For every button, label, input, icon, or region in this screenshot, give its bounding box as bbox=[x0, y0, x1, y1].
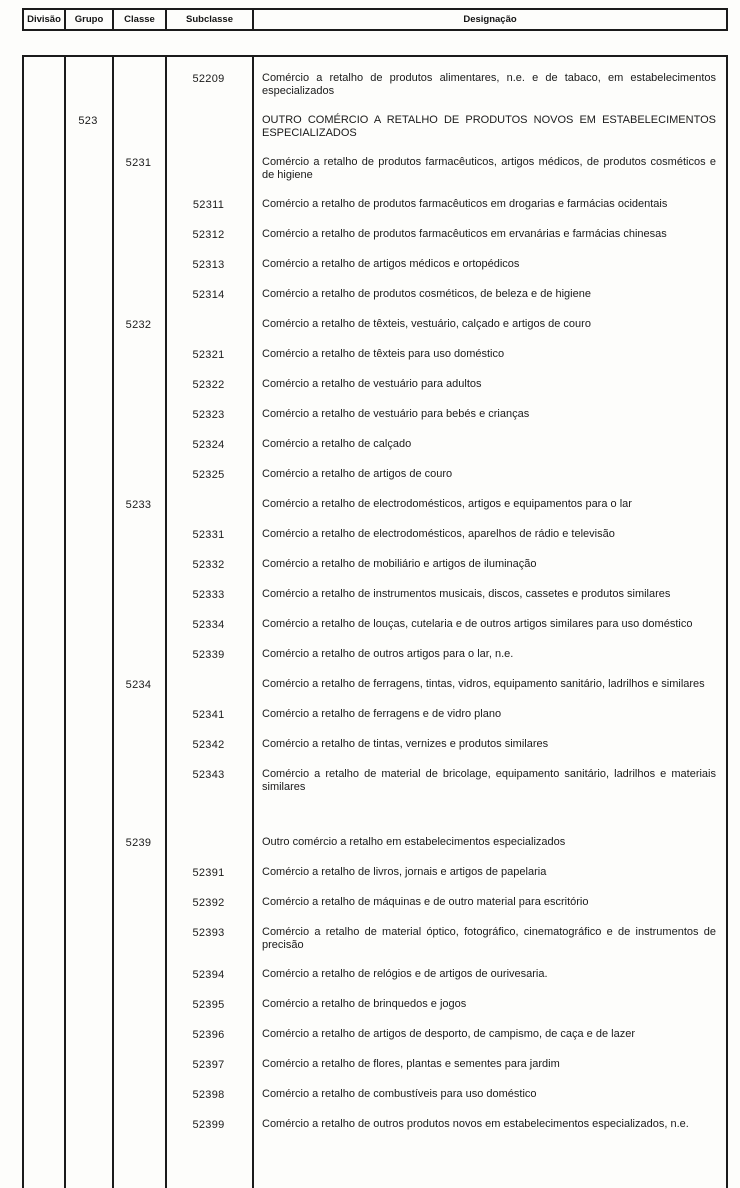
table-row bbox=[22, 730, 728, 760]
subclasse-code-cell: 52322 bbox=[192, 379, 225, 391]
table-row bbox=[22, 990, 728, 1020]
divisao-code-cell bbox=[22, 836, 64, 850]
grupo-code-cell bbox=[64, 318, 112, 332]
classe-code-cell bbox=[112, 528, 165, 542]
grupo-code-cell bbox=[64, 408, 112, 422]
divisao-code-cell bbox=[22, 498, 64, 512]
classe-code-cell bbox=[112, 1118, 165, 1132]
table-row bbox=[22, 828, 728, 858]
classe-code-cell bbox=[112, 72, 165, 98]
subclasse-code-cell bbox=[165, 678, 252, 692]
designacao-cell: Comércio a retalho de artigos de couro bbox=[262, 468, 453, 480]
divisao-code-cell bbox=[22, 968, 64, 982]
subclasse-code-cell: 52339 bbox=[192, 649, 225, 661]
subclasse-code-cell: 52333 bbox=[192, 589, 225, 601]
subclasse-code-cell: 52332 bbox=[192, 559, 225, 571]
designacao-cell: Comércio a retalho de vestuário para bebés e crianças bbox=[262, 408, 530, 420]
grupo-code-cell bbox=[64, 228, 112, 242]
table-row bbox=[22, 106, 728, 148]
table-row bbox=[22, 918, 728, 960]
column-header-row bbox=[23, 9, 727, 30]
classe-code-cell bbox=[112, 258, 165, 272]
classe-code-cell bbox=[112, 1088, 165, 1102]
column-divider bbox=[165, 57, 167, 1188]
designacao-cell: Comércio a retalho de artigos de desporto, de campismo, de caça e de lazer bbox=[262, 1028, 635, 1040]
classe-code-cell bbox=[112, 378, 165, 392]
designacao-cell: Comércio a retalho de flores, plantas e sementes para jardim bbox=[262, 1058, 560, 1070]
col-header-divisao: Divisão bbox=[23, 9, 65, 30]
divisao-code-cell bbox=[22, 708, 64, 722]
designacao-cell: Comércio a retalho de relógios e de artigos de ourivesaria. bbox=[262, 968, 548, 980]
table-row bbox=[22, 280, 728, 310]
subclasse-code-cell: 52341 bbox=[192, 709, 225, 721]
table-row bbox=[22, 520, 728, 550]
designacao-cell: Comércio a retalho de ferragens e de vidro plano bbox=[262, 708, 502, 720]
table-row bbox=[22, 490, 728, 520]
designacao-cell: Comércio a retalho de máquinas e de outro material para escritório bbox=[262, 896, 589, 908]
classe-code-cell bbox=[112, 1058, 165, 1072]
divisao-code-cell bbox=[22, 228, 64, 242]
divisao-code-cell bbox=[22, 558, 64, 572]
classe-code-cell bbox=[112, 618, 165, 632]
divisao-code-cell bbox=[22, 438, 64, 452]
designacao-cell: Comércio a retalho de produtos farmacêuticos em ervanárias e farmácias chinesas bbox=[262, 228, 667, 240]
table-row bbox=[22, 610, 728, 640]
divisao-code-cell bbox=[22, 648, 64, 662]
table-row bbox=[22, 640, 728, 670]
designacao-cell: Comércio a retalho de artigos médicos e ortopédicos bbox=[262, 258, 520, 270]
divisao-code-cell bbox=[22, 1118, 64, 1132]
table-row bbox=[22, 550, 728, 580]
classe-code-cell: 5234 bbox=[125, 679, 152, 691]
grupo-code-cell bbox=[64, 708, 112, 722]
designacao-cell: Comércio a retalho de material óptico, fotográfico, cinematográfico e de instrumentos de precisão bbox=[262, 926, 716, 951]
grupo-code-cell bbox=[64, 998, 112, 1012]
classe-code-cell: 5232 bbox=[125, 319, 152, 331]
divisao-code-cell bbox=[22, 1088, 64, 1102]
designacao-cell: Comércio a retalho de produtos cosméticos, de beleza e de higiene bbox=[262, 288, 591, 300]
divisao-code-cell bbox=[22, 866, 64, 880]
classe-code-cell bbox=[112, 558, 165, 572]
classe-code-cell: 5233 bbox=[125, 499, 152, 511]
classe-code-cell: 5239 bbox=[125, 837, 152, 849]
classe-code-cell bbox=[112, 114, 165, 140]
subclasse-code-cell bbox=[165, 114, 252, 140]
divisao-code-cell bbox=[22, 258, 64, 272]
designacao-cell: Comércio a retalho de produtos farmacêuticos em drogarias e farmácias ocidentais bbox=[262, 198, 668, 210]
col-header-grupo: Grupo bbox=[65, 9, 113, 30]
classe-code-cell bbox=[112, 1028, 165, 1042]
grupo-code-cell bbox=[64, 258, 112, 272]
designacao-cell: Comércio a retalho de electrodomésticos, artigos e equipamentos para o lar bbox=[262, 498, 632, 510]
column-divider bbox=[22, 57, 24, 1188]
subclasse-code-cell: 52313 bbox=[192, 259, 225, 271]
divisao-code-cell bbox=[22, 528, 64, 542]
divisao-code-cell bbox=[22, 318, 64, 332]
divisao-code-cell bbox=[22, 768, 64, 794]
divisao-code-cell bbox=[22, 114, 64, 140]
designacao-cell: Comércio a retalho de livros, jornais e artigos de papelaria bbox=[262, 866, 547, 878]
grupo-code-cell bbox=[64, 498, 112, 512]
divisao-code-cell bbox=[22, 926, 64, 952]
classe-code-cell bbox=[112, 438, 165, 452]
subclasse-code-cell bbox=[165, 318, 252, 332]
subclasse-code-cell: 52314 bbox=[192, 289, 225, 301]
classe-code-cell bbox=[112, 348, 165, 362]
divisao-code-cell bbox=[22, 588, 64, 602]
designacao-cell: Comércio a retalho de louças, cutelaria e de outros artigos similares para uso doméstico bbox=[262, 618, 693, 630]
divisao-code-cell bbox=[22, 378, 64, 392]
grupo-code-cell bbox=[64, 558, 112, 572]
designacao-cell: Comércio a retalho de electrodomésticos, aparelhos de rádio e televisão bbox=[262, 528, 615, 540]
subclasse-code-cell: 52342 bbox=[192, 739, 225, 751]
table-row bbox=[22, 858, 728, 888]
table-row bbox=[22, 1050, 728, 1080]
grupo-code-cell bbox=[64, 768, 112, 794]
divisao-code-cell bbox=[22, 738, 64, 752]
grupo-code-cell bbox=[64, 648, 112, 662]
grupo-code-cell bbox=[64, 198, 112, 212]
grupo-code-cell bbox=[64, 72, 112, 98]
col-header-classe: Classe bbox=[113, 9, 166, 30]
table-row bbox=[22, 1020, 728, 1050]
subclasse-code-cell: 52393 bbox=[192, 927, 225, 939]
classe-code-cell bbox=[112, 998, 165, 1012]
subclasse-code-cell: 52398 bbox=[192, 1089, 225, 1101]
table-row bbox=[22, 460, 728, 490]
designacao-cell: Comércio a retalho de calçado bbox=[262, 438, 412, 450]
col-header-subclasse: Subclasse bbox=[166, 9, 253, 30]
grupo-code-cell bbox=[64, 288, 112, 302]
designacao-cell: Comércio a retalho de têxteis para uso doméstico bbox=[262, 348, 505, 360]
subclasse-code-cell: 52325 bbox=[192, 469, 225, 481]
classe-code-cell bbox=[112, 588, 165, 602]
subclasse-code-cell: 52321 bbox=[192, 349, 225, 361]
divisao-code-cell bbox=[22, 72, 64, 98]
subclasse-code-cell: 52394 bbox=[192, 969, 225, 981]
designacao-cell: Comércio a retalho de têxteis, vestuário, calçado e artigos de couro bbox=[262, 318, 591, 330]
table-row bbox=[22, 1080, 728, 1110]
divisao-code-cell bbox=[22, 1058, 64, 1072]
divisao-code-cell bbox=[22, 998, 64, 1012]
subclasse-code-cell: 52209 bbox=[192, 73, 225, 85]
classe-code-cell bbox=[112, 228, 165, 242]
designacao-cell: Comércio a retalho de vestuário para adultos bbox=[262, 378, 482, 390]
subclasse-code-cell: 52311 bbox=[192, 199, 225, 211]
grupo-code-cell bbox=[64, 156, 112, 182]
divisao-code-cell bbox=[22, 408, 64, 422]
classe-code-cell bbox=[112, 926, 165, 952]
classe-code-cell bbox=[112, 648, 165, 662]
classe-code-cell bbox=[112, 408, 165, 422]
subclasse-code-cell: 52392 bbox=[192, 897, 225, 909]
designacao-cell: Comércio a retalho de material de bricolage, equipamento sanitário, ladrilhos e materiais similares bbox=[262, 768, 716, 793]
table-rows-container bbox=[22, 57, 728, 1140]
table-row bbox=[22, 250, 728, 280]
grupo-code-cell bbox=[64, 618, 112, 632]
grupo-code-cell bbox=[64, 468, 112, 482]
subclasse-code-cell: 52312 bbox=[192, 229, 225, 241]
designacao-cell: Comércio a retalho de mobiliário e artigos de iluminação bbox=[262, 558, 537, 570]
col-header-designacao: Designação bbox=[253, 9, 727, 30]
classe-code-cell: 5231 bbox=[125, 157, 152, 169]
subclasse-code-cell: 52395 bbox=[192, 999, 225, 1011]
grupo-code-cell bbox=[64, 348, 112, 362]
table-row bbox=[22, 400, 728, 430]
grupo-code-cell bbox=[64, 588, 112, 602]
subclasse-code-cell: 52324 bbox=[192, 439, 225, 451]
classe-code-cell bbox=[112, 768, 165, 794]
table-row bbox=[22, 220, 728, 250]
grupo-code-cell bbox=[64, 1058, 112, 1072]
designacao-cell: Comércio a retalho de instrumentos musicais, discos, cassetes e produtos similares bbox=[262, 588, 671, 600]
classe-code-cell bbox=[112, 866, 165, 880]
table-row bbox=[22, 340, 728, 370]
subclasse-code-cell: 52399 bbox=[192, 1119, 225, 1131]
grupo-code-cell bbox=[64, 968, 112, 982]
grupo-code-cell bbox=[64, 678, 112, 692]
designacao-cell: Comércio a retalho de combustíveis para uso doméstico bbox=[262, 1088, 537, 1100]
subclasse-code-cell: 52323 bbox=[192, 409, 225, 421]
column-divider bbox=[252, 57, 254, 1188]
divisao-code-cell bbox=[22, 468, 64, 482]
table-row bbox=[22, 960, 728, 990]
designacao-cell: OUTRO COMÉRCIO A RETALHO DE PRODUTOS NOVOS EM ESTABELECIMENTOS ESPECIALIZADOS bbox=[262, 114, 716, 139]
table-row bbox=[22, 190, 728, 220]
classe-code-cell bbox=[112, 896, 165, 910]
grupo-code-cell bbox=[64, 528, 112, 542]
classe-code-cell bbox=[112, 198, 165, 212]
classe-code-cell bbox=[112, 708, 165, 722]
classe-code-cell bbox=[112, 288, 165, 302]
grupo-code-cell bbox=[64, 1088, 112, 1102]
divisao-code-cell bbox=[22, 896, 64, 910]
subclasse-code-cell: 52397 bbox=[192, 1059, 225, 1071]
grupo-code-cell bbox=[64, 378, 112, 392]
designacao-cell: Comércio a retalho de outros produtos novos em estabelecimentos especializados, n.e. bbox=[262, 1118, 689, 1130]
designacao-cell: Comércio a retalho de tintas, vernizes e produtos similares bbox=[262, 738, 549, 750]
divisao-code-cell bbox=[22, 348, 64, 362]
table-row bbox=[22, 700, 728, 730]
table-row bbox=[22, 370, 728, 400]
divisao-code-cell bbox=[22, 678, 64, 692]
divisao-code-cell bbox=[22, 1028, 64, 1042]
grupo-code-cell bbox=[64, 836, 112, 850]
table-row bbox=[22, 64, 728, 106]
column-header-table bbox=[22, 8, 728, 31]
table-row bbox=[22, 888, 728, 918]
subclasse-code-cell: 52343 bbox=[192, 769, 225, 781]
classe-code-cell bbox=[112, 738, 165, 752]
classification-table-body bbox=[22, 55, 728, 1188]
table-row bbox=[22, 310, 728, 340]
divisao-code-cell bbox=[22, 288, 64, 302]
grupo-code-cell bbox=[64, 866, 112, 880]
column-divider bbox=[112, 57, 114, 1188]
designacao-cell: Comércio a retalho de ferragens, tintas, vidros, equipamento sanitário, ladrilhos e similares bbox=[262, 678, 705, 690]
designacao-cell: Comércio a retalho de brinquedos e jogos bbox=[262, 998, 467, 1010]
divisao-code-cell bbox=[22, 198, 64, 212]
table-row bbox=[22, 580, 728, 610]
subclasse-code-cell bbox=[165, 836, 252, 850]
subclasse-code-cell: 52396 bbox=[192, 1029, 225, 1041]
table-row bbox=[22, 760, 728, 802]
grupo-code-cell bbox=[64, 1028, 112, 1042]
table-row bbox=[22, 1110, 728, 1140]
subclasse-code-cell bbox=[165, 498, 252, 512]
table-row bbox=[22, 148, 728, 190]
grupo-code-cell bbox=[64, 896, 112, 910]
divisao-code-cell bbox=[22, 618, 64, 632]
divisao-code-cell bbox=[22, 156, 64, 182]
designacao-cell: Comércio a retalho de produtos alimentares, n.e. e de tabaco, em estabelecimentos especializados bbox=[262, 72, 716, 97]
subclasse-code-cell: 52391 bbox=[192, 867, 225, 879]
designacao-cell: Comércio a retalho de outros artigos para o lar, n.e. bbox=[262, 648, 514, 660]
subclasse-code-cell: 52334 bbox=[192, 619, 225, 631]
grupo-code-cell bbox=[64, 738, 112, 752]
grupo-code-cell: 523 bbox=[78, 115, 98, 127]
subclasse-code-cell: 52331 bbox=[192, 529, 225, 541]
classe-code-cell bbox=[112, 968, 165, 982]
grupo-code-cell bbox=[64, 926, 112, 952]
column-divider bbox=[726, 57, 728, 1188]
designacao-cell: Outro comércio a retalho em estabelecimentos especializados bbox=[262, 836, 566, 848]
grupo-code-cell bbox=[64, 438, 112, 452]
designacao-cell: Comércio a retalho de produtos farmacêuticos, artigos médicos, de produtos cosméticos e de higiene bbox=[262, 156, 716, 181]
table-row bbox=[22, 430, 728, 460]
subclasse-code-cell bbox=[165, 156, 252, 182]
column-divider bbox=[64, 57, 66, 1188]
grupo-code-cell bbox=[64, 1118, 112, 1132]
table-row bbox=[22, 670, 728, 700]
classe-code-cell bbox=[112, 468, 165, 482]
